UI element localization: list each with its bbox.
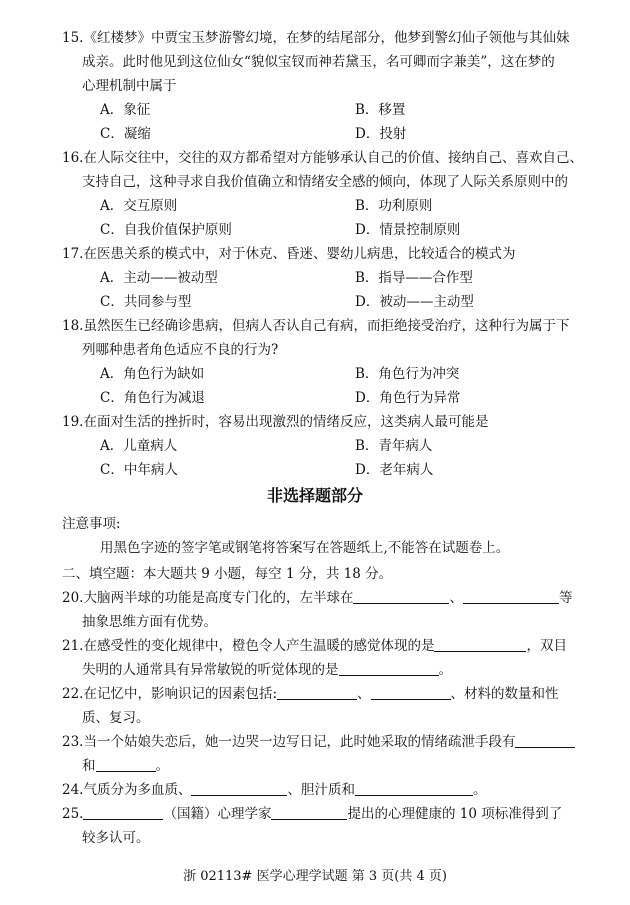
q22-blank-1[interactable]	[277, 685, 357, 700]
q18-option-c: C．角色行为减退	[100, 390, 205, 406]
q19-option-a: A．儿童病人	[100, 438, 178, 454]
q25-text3: 提出的心理健康的 10 项标准得到了	[347, 806, 563, 822]
q15-stem-line2: 成亲。此时他见到这位仙女“貌似宝钗而神若黛玉，名可卿而字兼美”，这在梦的	[82, 54, 555, 70]
q22-line2: 质、复习。	[82, 710, 150, 726]
q24-blank-1[interactable]	[191, 781, 287, 796]
notice-title: 注意事项:	[62, 516, 121, 532]
q20-line2: 抽象思维方面有优势。	[82, 614, 217, 630]
q20-text1: 20.大脑两半球的功能是高度专门化的，左半球在	[62, 590, 354, 606]
notice-text: 用黑色字迹的签字笔或钢笔将答案写在答题纸上,不能答在试题卷上。	[100, 540, 510, 556]
q25-text2: （国籍）心理学家	[163, 806, 272, 822]
q16-option-d: D．情景控制原则	[355, 222, 461, 238]
q22-line1	[62, 684, 559, 704]
q25-text1: 25.	[62, 806, 84, 822]
q24-text2: 、胆汁质和	[287, 782, 355, 798]
q21-line1	[62, 636, 567, 656]
q20-text3: 等	[558, 590, 573, 606]
q21-text4: 。	[438, 662, 452, 678]
q15-option-d: D．投射	[355, 126, 407, 142]
q18-option-a: A．角色行为缺如	[100, 366, 205, 382]
q23-line2	[82, 756, 169, 776]
q22-text2: 、	[357, 686, 371, 702]
q19-option-c: C．中年病人	[100, 462, 178, 478]
q20-blank-1[interactable]	[353, 589, 449, 604]
q15-stem-line3: 心理机制中属于	[82, 78, 177, 94]
q20-blank-2[interactable]	[463, 589, 559, 604]
q16-stem-line1: 16.在人际交往中，交往的双方都希望对方能够承认自己的价值、接纳自己、喜欢自己、	[62, 150, 583, 166]
q17-option-a: A．主动——被动型	[100, 270, 218, 286]
q25-line1	[62, 804, 562, 824]
q16-option-b: B．功利原则	[355, 198, 433, 214]
q20-line1	[62, 588, 572, 608]
q15-option-c: C．凝缩	[100, 126, 151, 142]
q24-blank-2[interactable]	[355, 781, 473, 796]
q15-option-b: B．移置	[355, 102, 406, 118]
q21-text1: 21.在感受性的变化规律中，橙色令人产生温暖的感觉体现的是	[62, 638, 435, 654]
q15-option-a: A．象征	[100, 102, 151, 118]
q16-stem-line2: 支持自己，这种寻求自我价值确立和情绪安全感的倾向，体现了人际关系原则中的	[82, 174, 568, 190]
q15-stem-line1: 15.《红楼梦》中贾宝玉梦游警幻境，在梦的结尾部分，他梦到警幻仙子领他与其仙妹	[62, 30, 570, 46]
q22-text3: 、材料的数量和性	[450, 686, 559, 702]
q18-option-b: B．角色行为冲突	[355, 366, 460, 382]
q23-blank-1[interactable]	[515, 733, 575, 748]
q21-text2: ，双目	[526, 638, 567, 654]
q18-stem-line2: 列哪种患者角色适应不良的行为?	[82, 342, 279, 358]
q23-text3: 。	[155, 758, 169, 774]
q25-line2: 较多认可。	[82, 830, 150, 846]
section-title: 非选择题部分	[266, 486, 363, 505]
q24-line1	[62, 780, 486, 800]
q22-text1: 22.在记忆中，影响识记的因素包括:	[62, 686, 278, 702]
part2-title: 二、填空题：本大题共 9 小题，每空 1 分，共 18 分。	[62, 566, 393, 582]
q17-option-c: C．共同参与型	[100, 294, 192, 310]
q19-option-d: D．老年病人	[355, 462, 434, 478]
q21-line2	[82, 660, 452, 680]
q16-option-c: C．自我价值保护原则	[100, 222, 232, 238]
page-footer: 浙 02113# 医学心理学试题 第 3 页(共 4 页)	[183, 869, 447, 884]
q22-blank-2[interactable]	[371, 685, 451, 700]
q24-text3: 。	[472, 782, 487, 798]
q16-option-a: A．交互原则	[100, 198, 178, 214]
q18-stem-line1: 18.虽然医生已经确诊患病，但病人否认自己有病，而拒绝接受治疗，这种行为属于下	[62, 318, 570, 334]
q21-text3: 失明的人通常具有异常敏锐的听觉体现的是	[82, 662, 339, 678]
q23-text2: 和	[82, 758, 96, 774]
q23-blank-2[interactable]	[96, 757, 156, 772]
q19-option-b: B．青年病人	[355, 438, 433, 454]
q17-stem-line1: 17.在医患关系的模式中，对于休克、昏迷、婴幼儿病患，比较适合的模式为	[62, 246, 516, 262]
q23-text1: 23.当一个姑娘失恋后，她一边哭一边写日记，此时她采取的情绪疏泄手段有	[62, 734, 516, 750]
q21-blank-1[interactable]	[434, 637, 526, 652]
q17-option-d: D．被动——主动型	[355, 294, 474, 310]
q23-line1	[62, 732, 575, 752]
q25-blank-1[interactable]	[83, 805, 163, 820]
q18-option-d: D．角色行为异常	[355, 390, 461, 406]
q20-text2: 、	[449, 590, 463, 606]
q19-stem-line1: 19.在面对生活的挫折时，容易出现激烈的情绪反应，这类病人最可能是	[62, 414, 489, 430]
q25-blank-2[interactable]	[271, 805, 347, 820]
q24-text1: 24.气质分为多血质、	[62, 782, 192, 798]
q17-option-b: B．指导——合作型	[355, 270, 473, 286]
q21-blank-2[interactable]	[339, 661, 439, 676]
